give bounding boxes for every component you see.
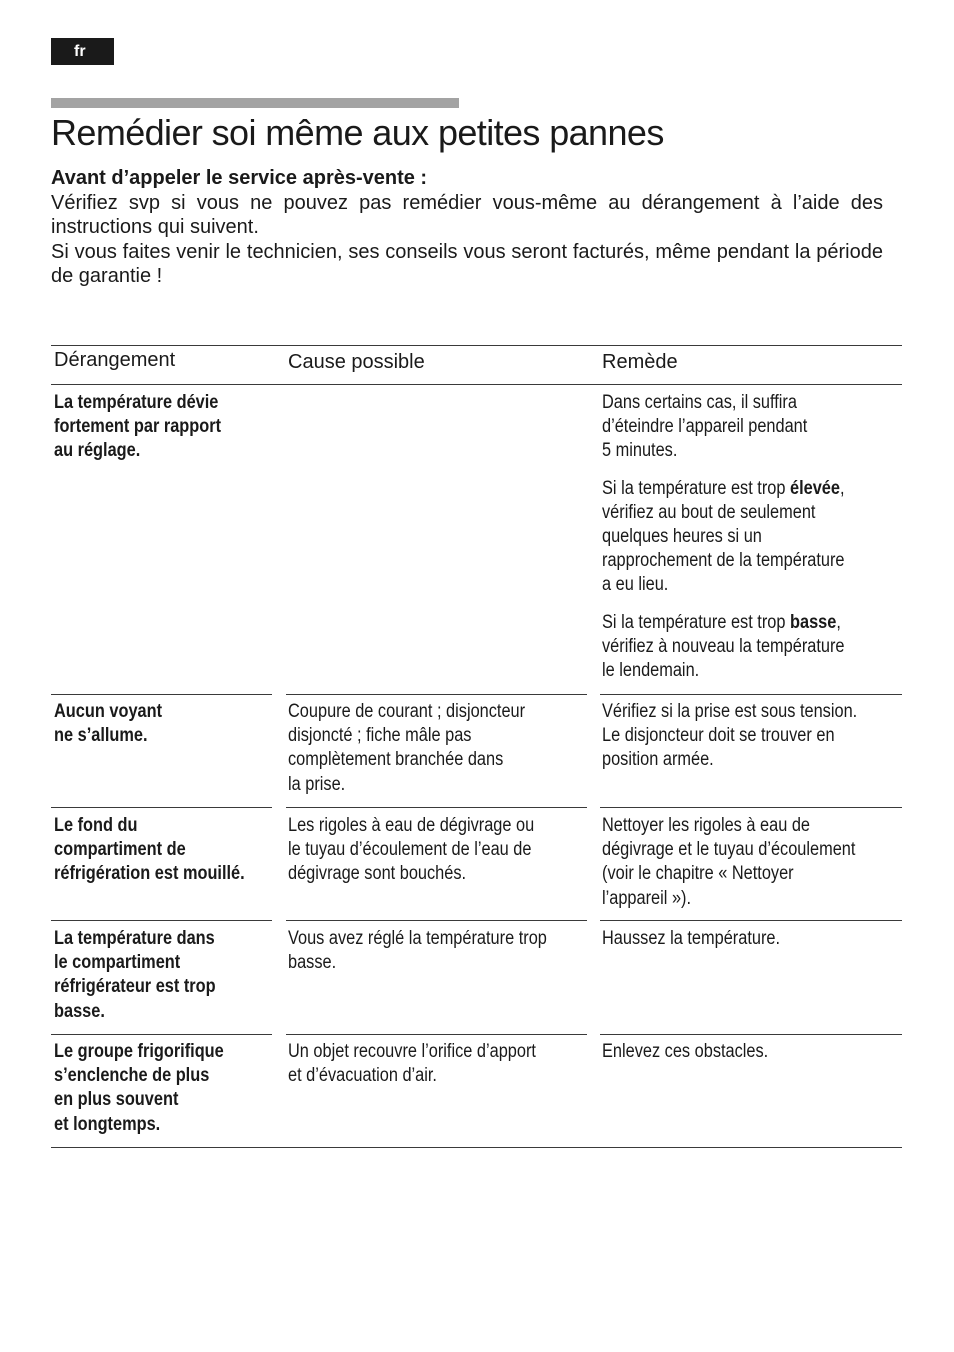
row2-rule-col1 (51, 807, 272, 808)
row1-problem: La température dévie fortement par rapport au réglage. (54, 392, 222, 462)
row4-problem: La température dans le compartiment réfrigérateur est trop basse. (54, 928, 216, 1022)
row1-remedy-a: Dans certains cas, il suffira d’éteindre l’appareil pendant 5 minutes. (602, 392, 808, 462)
row4-remedy: Haussez la température. (602, 928, 781, 949)
row4-rule-col1 (51, 1034, 272, 1035)
row1-rule-col2 (286, 694, 587, 695)
row4-cause: Vous avez réglé la température trop basse. (288, 928, 547, 974)
page-title: Remédier soi même aux petites pannes (51, 112, 664, 153)
title-decor-bar (51, 98, 459, 108)
row5-cause: Un objet recouvre l’orifice d’apport et d’évacuation d’air. (288, 1041, 536, 1087)
row5-problem: Le groupe frigorifique s’enclenche de plus en plus souvent et longtemps. (54, 1041, 224, 1135)
row2-rule-col2 (286, 807, 587, 808)
table-bottom-rule (51, 1147, 902, 1148)
row3-rule-col1 (51, 920, 272, 921)
header-cause: Cause possible (288, 351, 425, 373)
row1-remedy-c: Si la température est trop basse, vérifiez à nouveau la température le lendemain. (602, 611, 845, 682)
header-derangement: Dérangement (54, 349, 176, 371)
row2-rule-col3 (600, 807, 902, 808)
row3-problem: Le fond du compartiment de réfrigération est mouillé. (54, 815, 245, 885)
row2-remedy: Vérifiez si la prise est sous tension. Le disjoncteur doit se trouver en position armée. (602, 701, 858, 771)
row1-remedy (602, 391, 845, 683)
row3-cause: Les rigoles à eau de dégivrage ou le tuyau d’écoulement de l’eau de dégivrage sont bouchés. (288, 815, 535, 885)
intro-paragraph-1: Vérifiez svp si vous ne pouvez pas remédier vous-même au dérangement à l’aide des instructions qui suivent. (51, 191, 883, 238)
row4-rule-col3 (600, 1034, 902, 1035)
row5-remedy: Enlevez ces obstacles. (602, 1041, 769, 1062)
row1-remedy-b: Si la température est trop élevée, vérifiez au bout de seulement quelques heures si un rapprochement de la température a eu lieu. (602, 477, 845, 596)
header-remede: Remède (602, 351, 678, 373)
intro-paragraph-2: Si vous faites venir le technicien, ses conseils vous seront facturés, même pendant la période de garantie ! (51, 240, 883, 287)
row3-rule-col2 (286, 920, 587, 921)
row4-rule-col2 (286, 1034, 587, 1035)
language-tag: fr (51, 38, 114, 65)
row3-remedy: Nettoyer les rigoles à eau de dégivrage et le tuyau d’écoulement (voir le chapitre « Nettoyer l’appareil »). (602, 815, 856, 909)
row1-rule-col1 (51, 694, 272, 695)
intro-lead: Avant d’appeler le service après-vente : (51, 167, 428, 189)
table-top-rule (51, 345, 902, 346)
row3-rule-col3 (600, 920, 902, 921)
row2-cause: Coupure de courant ; disjoncteur disjoncté ; fiche mâle pas complètement branchée dans la prise. (288, 701, 526, 795)
header-bottom-rule (51, 384, 902, 385)
row2-problem: Aucun voyant ne s’allume. (54, 701, 163, 747)
intro-section (51, 166, 883, 289)
row1-rule-col3 (600, 694, 902, 695)
